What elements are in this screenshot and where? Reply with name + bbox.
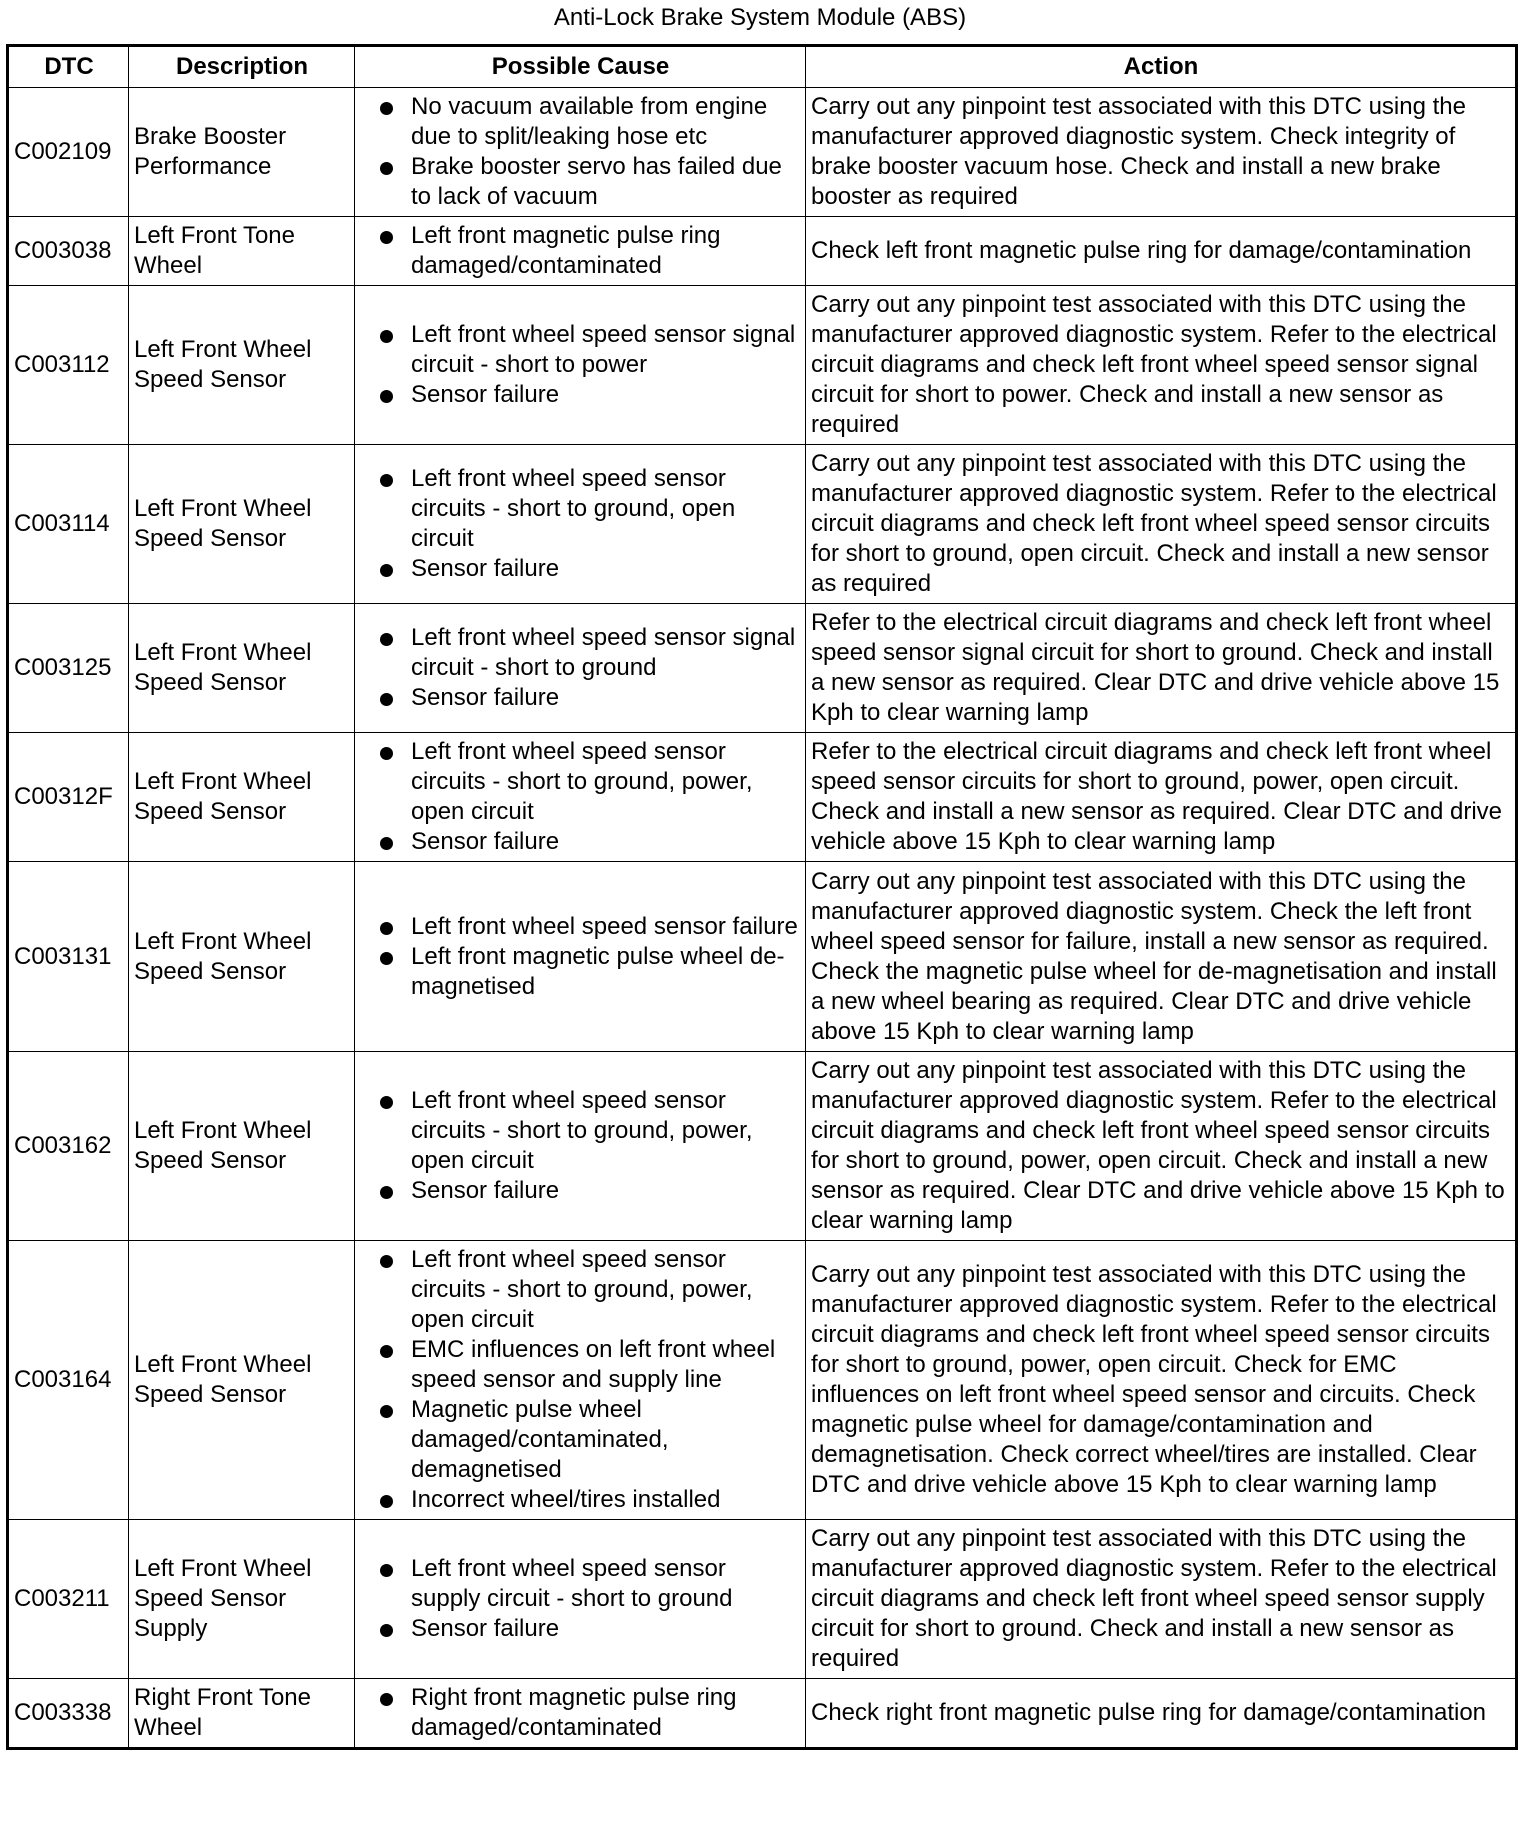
possible-cause: [355, 733, 806, 862]
dtc-code: C00312F: [8, 733, 129, 862]
cause-item: Brake booster servo has failed due to lack of vacuum: [360, 152, 801, 212]
dtc-code: C003164: [8, 1241, 129, 1520]
dtc-code: C003125: [8, 604, 129, 733]
dtc-code: C003114: [8, 445, 129, 604]
possible-cause: [355, 88, 806, 217]
possible-cause: [355, 1679, 806, 1749]
table-row: [8, 217, 1517, 286]
table-row: [8, 1241, 1517, 1520]
possible-cause: [355, 217, 806, 286]
dtc-code: C003038: [8, 217, 129, 286]
cause-item: Left front wheel speed sensor signal circuit - short to ground: [360, 623, 801, 683]
table-row: [8, 286, 1517, 445]
description: Right Front Tone Wheel: [129, 1679, 355, 1749]
cause-item: No vacuum available from engine due to split/leaking hose etc: [360, 92, 801, 152]
header-possible-cause: Possible Cause: [355, 46, 806, 88]
possible-cause: [355, 862, 806, 1052]
dtc-code: C003211: [8, 1520, 129, 1679]
action: Carry out any pinpoint test associated with this DTC using the manufacturer approved diagnostic system. Check the left front wheel speed sensor for failure, install a new sensor as required. Check the magnetic pulse wheel for de-magnetisation and install a new wheel bearing as required. Clear DTC and drive vehicle above 15 Kph to clear warning lamp: [806, 862, 1517, 1052]
cause-item: Left front wheel speed sensor circuits - short to ground, power, open circuit: [360, 1245, 801, 1335]
dtc-code: C003112: [8, 286, 129, 445]
cause-item: Sensor failure: [360, 380, 801, 410]
description: Left Front Wheel Speed Sensor: [129, 1052, 355, 1241]
action: Carry out any pinpoint test associated with this DTC using the manufacturer approved diagnostic system. Refer to the electrical circuit diagrams and check left front wheel speed sensor circuits for short to ground, open circuit. Check and install a new sensor as required: [806, 445, 1517, 604]
description: Brake Booster Performance: [129, 88, 355, 217]
action: Carry out any pinpoint test associated with this DTC using the manufacturer approved diagnostic system. Refer to the electrical circuit diagrams and check left front wheel speed sensor circuits for short to ground, power, open circuit. Check and install a new sensor as required. Clear DTC and drive vehicle above 15 Kph to clear warning lamp: [806, 1052, 1517, 1241]
table-row: [8, 733, 1517, 862]
possible-cause: [355, 1052, 806, 1241]
possible-cause: [355, 286, 806, 445]
action: Carry out any pinpoint test associated with this DTC using the manufacturer approved diagnostic system. Check integrity of brake booster vacuum hose. Check and install a new brake booster as required: [806, 88, 1517, 217]
action: Carry out any pinpoint test associated with this DTC using the manufacturer approved diagnostic system. Refer to the electrical circuit diagrams and check left front wheel speed sensor circuits for short to ground, power, open circuit. Check for EMC influences on left front wheel speed sensor and circuits. Check magnetic pulse wheel for damage/contamination and demagnetisation. Check correct wheel/tires are installed. Clear DTC and drive vehicle above 15 Kph to clear warning lamp: [806, 1241, 1517, 1520]
cause-item: Left front magnetic pulse ring damaged/contaminated: [360, 221, 801, 281]
cause-item: Left front wheel speed sensor circuits - short to ground, power, open circuit: [360, 737, 801, 827]
header-description: Description: [129, 46, 355, 88]
cause-item: Left front wheel speed sensor supply circuit - short to ground: [360, 1554, 801, 1614]
action: Refer to the electrical circuit diagrams and check left front wheel speed sensor signal circuit for short to ground. Check and install a new sensor as required. Clear DTC and drive vehicle above 15 Kph to clear warning lamp: [806, 604, 1517, 733]
action: Refer to the electrical circuit diagrams and check left front wheel speed sensor circuits for short to ground, power, open circuit. Check and install a new sensor as required. Clear DTC and drive vehicle above 15 Kph to clear warning lamp: [806, 733, 1517, 862]
table-row: [8, 604, 1517, 733]
description: Left Front Tone Wheel: [129, 217, 355, 286]
possible-cause: [355, 1241, 806, 1520]
cause-item: Left front wheel speed sensor failure: [360, 912, 801, 942]
description: Left Front Wheel Speed Sensor Supply: [129, 1520, 355, 1679]
cause-item: Sensor failure: [360, 1176, 801, 1206]
description: Left Front Wheel Speed Sensor: [129, 733, 355, 862]
header-action: Action: [806, 46, 1517, 88]
cause-item: Right front magnetic pulse ring damaged/contaminated: [360, 1683, 801, 1743]
cause-item: Magnetic pulse wheel damaged/contaminated, demagnetised: [360, 1395, 801, 1485]
possible-cause: [355, 445, 806, 604]
cause-item: Left front wheel speed sensor signal circuit - short to power: [360, 320, 801, 380]
document-title: Anti-Lock Brake System Module (ABS): [553, 4, 967, 31]
description: Left Front Wheel Speed Sensor: [129, 604, 355, 733]
dtc-code: C003338: [8, 1679, 129, 1749]
action: Carry out any pinpoint test associated with this DTC using the manufacturer approved diagnostic system. Refer to the electrical circuit diagrams and check left front wheel speed sensor signal circuit for short to power. Check and install a new sensor as required: [806, 286, 1517, 445]
table-row: [8, 1679, 1517, 1749]
cause-item: Left front wheel speed sensor circuits - short to ground, power, open circuit: [360, 1086, 801, 1176]
table-header-row: [8, 46, 1517, 88]
table-row: [8, 862, 1517, 1052]
cause-item: Sensor failure: [360, 827, 801, 857]
description: Left Front Wheel Speed Sensor: [129, 862, 355, 1052]
table-row: [8, 445, 1517, 604]
possible-cause: [355, 604, 806, 733]
possible-cause: [355, 1520, 806, 1679]
table-row: [8, 1520, 1517, 1679]
cause-item: Left front wheel speed sensor circuits - short to ground, open circuit: [360, 464, 801, 554]
table-row: [8, 1052, 1517, 1241]
action: Carry out any pinpoint test associated with this DTC using the manufacturer approved diagnostic system. Refer to the electrical circuit diagrams and check left front wheel speed sensor supply circuit for short to ground. Check and install a new sensor as required: [806, 1520, 1517, 1679]
dtc-code: C003162: [8, 1052, 129, 1241]
dtc-code: C002109: [8, 88, 129, 217]
description: Left Front Wheel Speed Sensor: [129, 1241, 355, 1520]
table-row: [8, 88, 1517, 217]
cause-item: Left front magnetic pulse wheel de-magnetised: [360, 942, 801, 1002]
cause-item: Sensor failure: [360, 1614, 801, 1644]
dtc-code: C003131: [8, 862, 129, 1052]
action: Check left front magnetic pulse ring for damage/contamination: [806, 217, 1517, 286]
action: Check right front magnetic pulse ring for damage/contamination: [806, 1679, 1517, 1749]
header-dtc: DTC: [8, 46, 129, 88]
cause-item: Incorrect wheel/tires installed: [360, 1485, 801, 1515]
dtc-table: [6, 44, 1518, 1750]
description: Left Front Wheel Speed Sensor: [129, 286, 355, 445]
cause-item: EMC influences on left front wheel speed sensor and supply line: [360, 1335, 801, 1395]
cause-item: Sensor failure: [360, 554, 801, 584]
description: Left Front Wheel Speed Sensor: [129, 445, 355, 604]
cause-item: Sensor failure: [360, 683, 801, 713]
